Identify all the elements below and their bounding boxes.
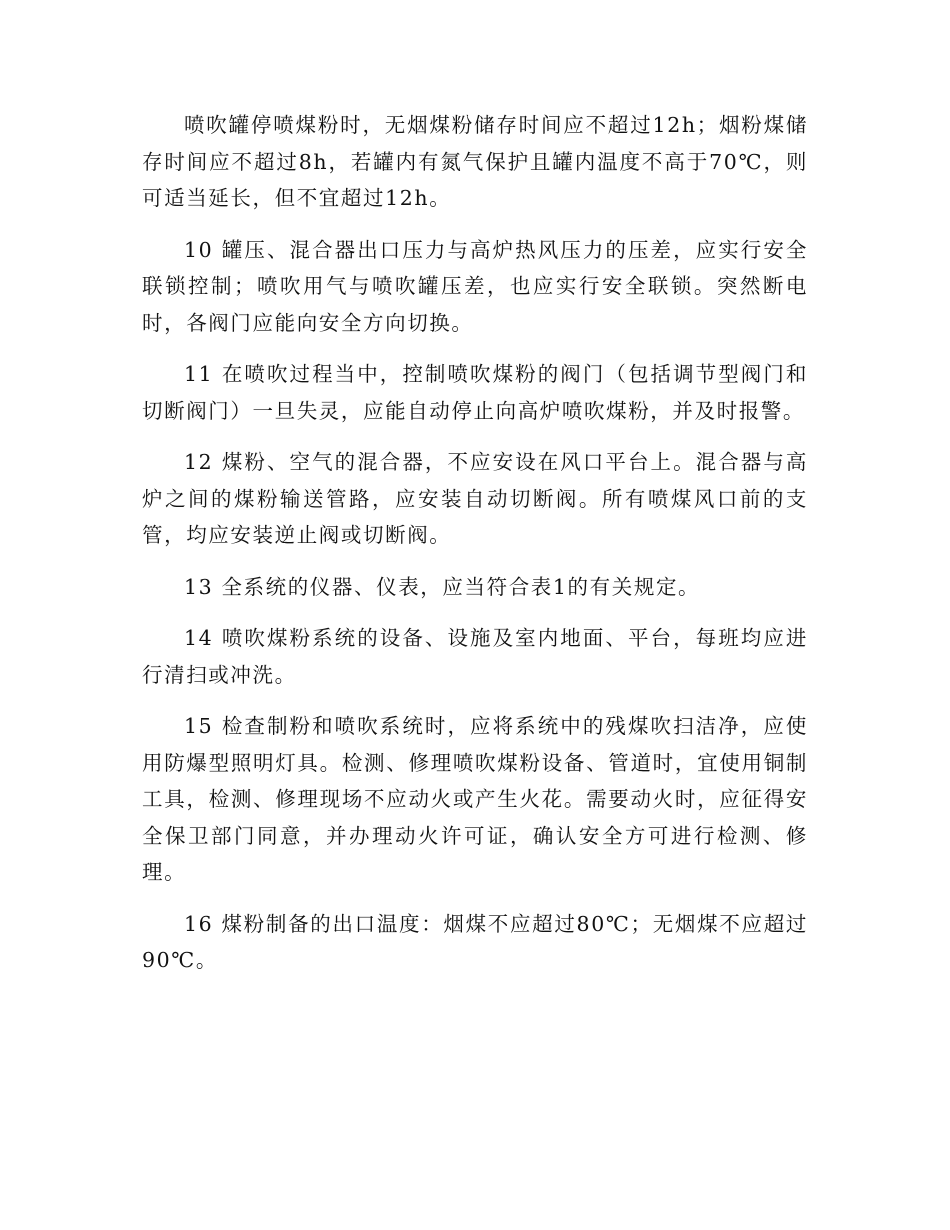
paragraph-16-outlet-temperature: 16 煤粉制备的出口温度：烟煤不应超过80℃；无烟煤不应超过90℃。 — [142, 911, 808, 972]
paragraph-storage-time: 喷吹罐停喷煤粉时，无烟煤粉储存时间应不超过12h；烟粉煤储存时间应不超过8h，若罐内有氮气保护且罐内温度不高于70℃，则可适当延长，但不宜超过12h。 — [142, 113, 808, 210]
document-body — [142, 107, 808, 979]
paragraph-14-cleaning: 14 喷吹煤粉系统的设备、设施及室内地面、平台，每班均应进行清扫或冲洗。 — [142, 626, 808, 687]
paragraph-13-instruments: 13 全系统的仪器、仪表，应当符合表1的有关规定。 — [184, 574, 701, 599]
paragraph-12-mixer-placement: 12 煤粉、空气的混合器，不应安设在风口平台上。混合器与高炉之间的煤粉输送管路，应安装自动切断阀。所有喷煤风口前的支管，均应安装逆止阀或切断阀。 — [142, 450, 808, 547]
paragraph-10-pressure-interlock: 10 罐压、混合器出口压力与高炉热风压力的压差，应实行安全联锁控制；喷吹用气与喷吹罐压差，也应实行安全联锁。突然断电时，各阀门应能向安全方向切换。 — [142, 237, 808, 335]
paragraph-15-inspection: 15 检查制粉和喷吹系统时，应将系统中的残煤吹扫洁净，应使用防爆型照明灯具。检测、修理喷吹煤粉设备、管道时，宜使用铜制工具，检测、修理现场不应动火或产生火花。需要动火时，应征得安全保卫部门同意，并办理动火许可证，确认安全方可进行检测、修理。 — [142, 714, 808, 884]
paragraph-11-valve-failure: 11 在喷吹过程当中，控制喷吹煤粉的阀门（包括调节型阀门和切断阀门）一旦失灵，应能自动停止向高炉喷吹煤粉，并及时报警。 — [142, 362, 808, 423]
